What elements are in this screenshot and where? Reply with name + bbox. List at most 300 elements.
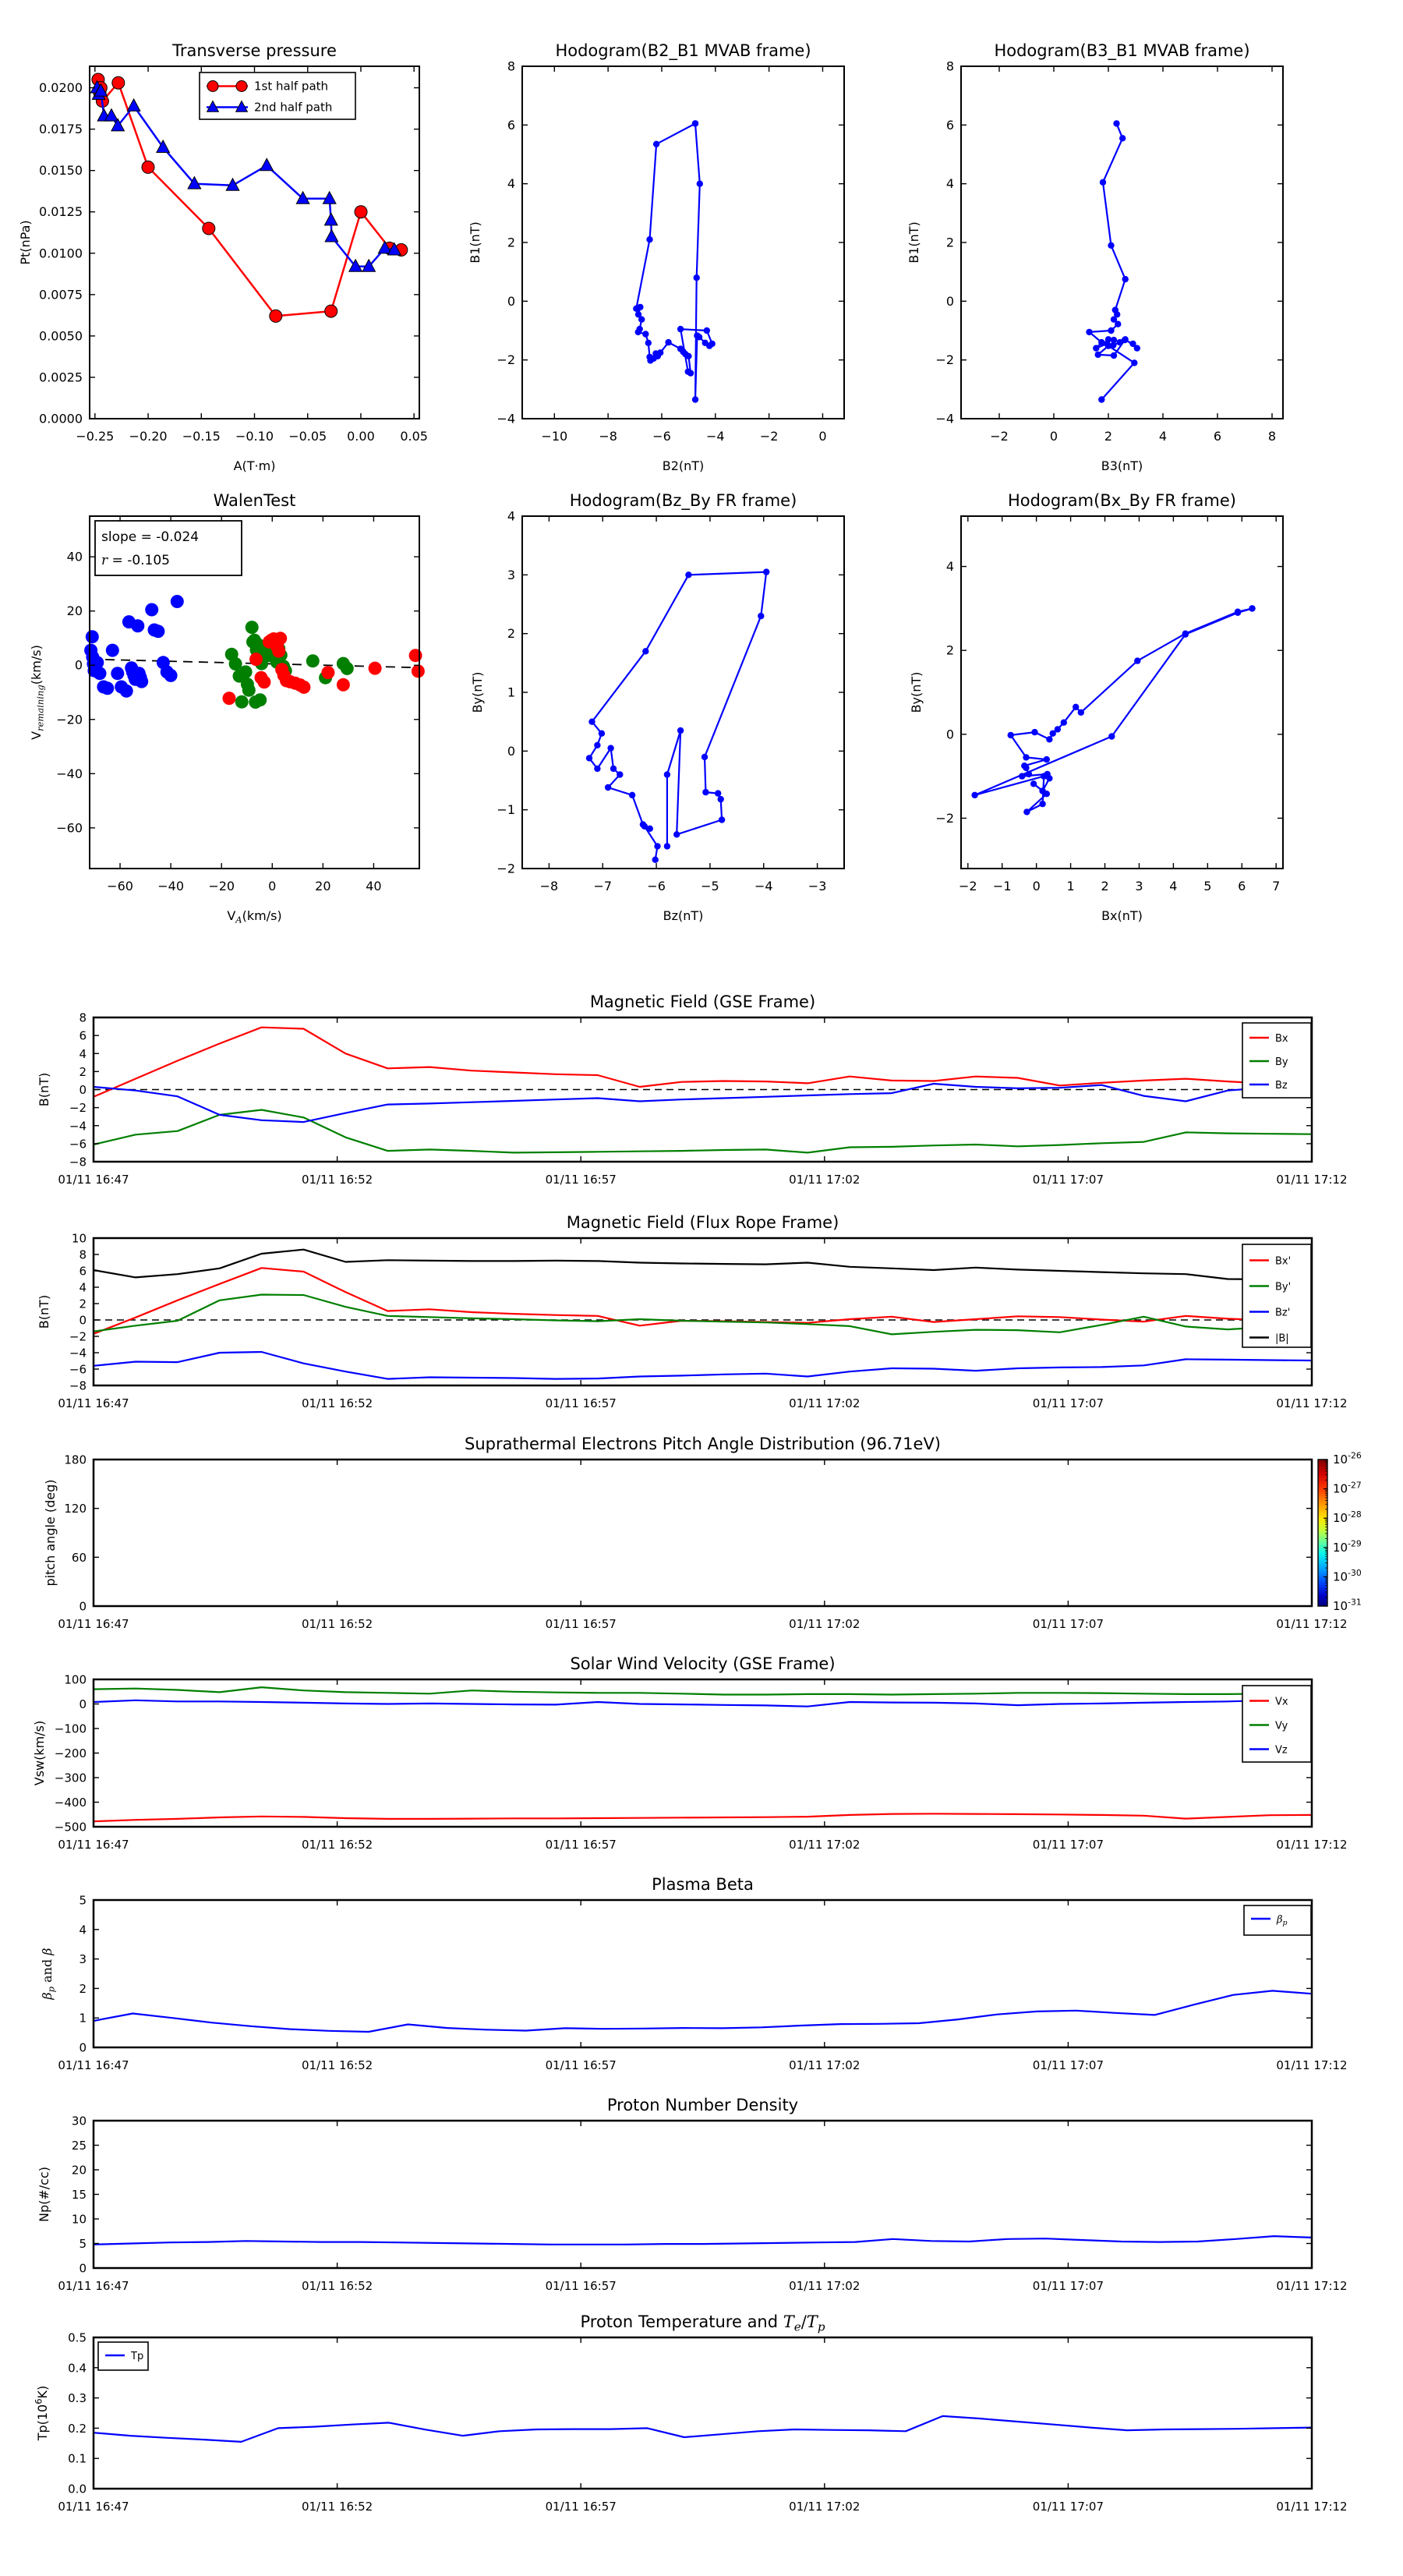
marker — [694, 332, 700, 338]
x-tick-label: 01/11 16:52 — [301, 1396, 373, 1410]
x-tick-label: 01/11 17:12 — [1276, 2058, 1348, 2072]
x-tick-label: 2 — [1101, 879, 1109, 893]
marker — [654, 843, 660, 849]
y-tick-label: 40 — [66, 549, 83, 564]
scatter-point-2nd-half — [164, 669, 178, 682]
scatter-point-1st-half — [369, 662, 382, 675]
triangle-marker — [324, 213, 337, 225]
y-tick-label: 0.0075 — [39, 287, 83, 303]
scatter-point-2nd-half — [135, 675, 148, 688]
y-tick-label: 1 — [79, 2011, 87, 2026]
colorbar-tick-label: $10^{-31}$ — [1333, 1597, 1362, 1613]
x-tick-label: 0 — [1032, 879, 1041, 893]
y-tick-label: −2 — [497, 352, 515, 368]
y-tick-label: 0 — [79, 2040, 87, 2055]
y-axis-label: B1(nT) — [906, 221, 921, 264]
scatter-point-mid-path — [242, 684, 256, 697]
marker — [702, 340, 709, 346]
y-tick-label: 0.2 — [68, 2421, 87, 2436]
x-tick-label: −5 — [701, 879, 719, 893]
x-tick-label: 01/11 17:07 — [1032, 1396, 1104, 1410]
x-axis-label: B2(nT) — [662, 458, 705, 473]
axes-frame — [94, 1900, 1312, 2047]
y-tick-label: 0.0125 — [39, 204, 83, 220]
axes-frame — [94, 1238, 1312, 1385]
y-axis-label: By(nT) — [470, 671, 485, 713]
y-axis-label: Vsw(km/s) — [32, 1720, 47, 1786]
scatter-point-mid-path — [341, 662, 354, 675]
y-axis-label: B(nT) — [37, 1294, 51, 1329]
scatter-point-mid-path — [253, 693, 267, 706]
y-tick-label: −400 — [54, 1796, 87, 1810]
panel-magnetic-field-flux-rope — [37, 1213, 1348, 1410]
marker — [1108, 733, 1115, 739]
x-tick-label: 2 — [1104, 429, 1113, 444]
marker — [646, 236, 652, 242]
marker — [1113, 120, 1119, 126]
panel-hodogram-b2-b1 — [468, 41, 844, 473]
marker — [599, 731, 605, 737]
y-tick-label: 0 — [74, 657, 83, 673]
y-tick-label: −8 — [69, 1155, 87, 1169]
y-tick-label: 10 — [71, 1231, 87, 1246]
marker — [607, 745, 613, 751]
y-tick-label: −60 — [56, 820, 83, 836]
scatter-point-2nd-half — [101, 681, 114, 695]
panel-pitch-angle-distribution — [43, 1435, 1362, 1631]
y-axis-label: B(nT) — [37, 1072, 51, 1107]
x-tick-label: 01/11 16:52 — [301, 1838, 373, 1852]
y-tick-label: −4 — [69, 1119, 87, 1134]
x-tick-label: 01/11 17:07 — [1032, 1173, 1104, 1187]
series-By' — [94, 1295, 1312, 1335]
x-axis-label: Bx(nT) — [1101, 908, 1143, 923]
marker — [1023, 765, 1029, 771]
y-tick-label: −4 — [69, 1346, 87, 1361]
series-Np — [94, 2236, 1312, 2245]
marker — [142, 161, 154, 173]
x-tick-label: 01/11 16:52 — [301, 1617, 373, 1631]
y-tick-label: −2 — [69, 1101, 87, 1116]
colorbar — [1318, 1460, 1327, 1606]
legend-label: 1st half path — [254, 79, 329, 94]
x-tick-label: −6 — [647, 879, 666, 893]
x-tick-label: −1 — [992, 879, 1012, 893]
y-tick-label: 0 — [507, 743, 515, 759]
x-tick-label: 01/11 16:52 — [301, 2500, 373, 2514]
marker — [1044, 756, 1050, 763]
y-tick-label: 0.0175 — [39, 122, 83, 137]
panel-title: Suprathermal Electrons Pitch Angle Distribution (96.71eV) — [465, 1435, 941, 1453]
panel-hodogram-bx-by — [909, 491, 1283, 923]
y-tick-label: 0.0 — [68, 2482, 87, 2496]
marker — [355, 206, 367, 218]
x-tick-label: 20 — [315, 879, 331, 893]
marker — [1098, 339, 1104, 345]
legend-label: Bz' — [1275, 1307, 1291, 1319]
x-tick-label: −10 — [541, 429, 568, 444]
x-tick-label: 01/11 16:47 — [58, 2279, 129, 2293]
legend-label: By — [1275, 1056, 1288, 1068]
y-axis-label: B1(nT) — [468, 221, 482, 264]
panel-walen-test — [29, 491, 425, 925]
y-tick-label: 0.0050 — [39, 328, 83, 344]
marker — [1078, 709, 1084, 716]
annotation-line: r = -0.105 — [101, 553, 170, 568]
legend-label: Bx — [1275, 1033, 1288, 1045]
marker — [270, 310, 282, 322]
marker — [1050, 731, 1056, 737]
marker — [1008, 732, 1014, 738]
colorbar-tick-label: $10^{-27}$ — [1333, 1480, 1362, 1496]
panel-proton-number-density — [37, 2096, 1348, 2293]
x-tick-label: −8 — [599, 429, 617, 444]
x-tick-label: 01/11 16:47 — [58, 2500, 129, 2514]
series-hodogram — [589, 572, 766, 860]
series-|B| — [94, 1250, 1312, 1279]
y-axis-label: $Tp(10^6K)$ — [33, 2385, 50, 2441]
y-tick-label: −20 — [56, 712, 83, 727]
x-tick-label: −7 — [593, 879, 613, 893]
marker — [677, 326, 684, 332]
marker — [1122, 276, 1129, 282]
legend-label: Bx' — [1275, 1255, 1292, 1268]
scatter-point-2nd-half — [120, 685, 133, 698]
x-axis-label: A(T·m) — [233, 458, 276, 473]
marker — [1100, 179, 1106, 186]
y-tick-label: −8 — [69, 1378, 87, 1393]
colorbar-tick-label: $10^{-26}$ — [1333, 1450, 1362, 1467]
y-tick-label: 15 — [71, 2188, 87, 2202]
scatter-point-mid-path — [235, 695, 249, 709]
panel-hodogram-bz-by — [470, 491, 844, 923]
x-axis-label: Bz(nT) — [663, 908, 704, 923]
y-tick-label: 0.3 — [68, 2391, 87, 2406]
marker — [588, 719, 595, 725]
marker — [652, 857, 659, 863]
x-tick-label: 01/11 17:02 — [789, 1617, 861, 1631]
x-tick-label: 6 — [1238, 879, 1246, 893]
y-tick-label: 0.0100 — [39, 246, 83, 261]
scatter-point-1st-half — [337, 678, 350, 692]
series-Bx — [94, 1028, 1312, 1097]
panel-title: Solar Wind Velocity (GSE Frame) — [570, 1654, 836, 1673]
axes-frame — [94, 2337, 1312, 2489]
x-tick-label: 01/11 16:57 — [545, 2500, 617, 2514]
marker — [758, 613, 764, 619]
y-tick-label: 0 — [945, 727, 954, 742]
x-axis-label: $V_A(km/s)$ — [227, 908, 282, 925]
x-tick-label: 7 — [1272, 879, 1281, 893]
marker — [1131, 359, 1137, 366]
marker — [1041, 773, 1047, 779]
y-tick-label: 2 — [79, 1981, 87, 1996]
y-tick-label: 4 — [507, 508, 515, 524]
x-tick-label: −0.05 — [288, 429, 327, 444]
marker — [1031, 729, 1037, 735]
panel-plasma-beta — [40, 1875, 1348, 2072]
x-tick-label: −20 — [208, 879, 235, 893]
marker — [635, 329, 641, 335]
marker — [1039, 801, 1045, 807]
y-tick-label: 2 — [79, 1297, 87, 1311]
y-axis-label: $\beta_p$ and β — [40, 1948, 57, 2000]
y-tick-label: 20 — [66, 603, 83, 619]
y-tick-label: 2 — [79, 1064, 87, 1079]
y-tick-label: 0.1 — [68, 2451, 87, 2466]
x-tick-label: 01/11 17:12 — [1276, 1396, 1348, 1410]
scatter-point-1st-half — [274, 632, 287, 645]
marker — [1086, 329, 1092, 335]
scatter-point-2nd-half — [106, 644, 119, 657]
scatter-point-2nd-half — [94, 667, 107, 680]
y-tick-label: 4 — [79, 1923, 87, 1937]
marker — [1098, 396, 1104, 402]
panel-title: Proton Temperature and $T_e/T_p$ — [580, 2312, 825, 2334]
x-tick-label: 0.00 — [347, 429, 375, 444]
panel-magnetic-field-gse — [37, 993, 1348, 1187]
panel-proton-temperature — [33, 2312, 1347, 2514]
y-axis-label: Np(#/cc) — [37, 2167, 51, 2222]
panel-title: Magnetic Field (Flux Rope Frame) — [566, 1213, 839, 1232]
marker — [694, 274, 700, 281]
scatter-point-1st-half — [257, 675, 270, 688]
colorbar-tick-label: $10^{-29}$ — [1333, 1538, 1362, 1555]
x-tick-label: 3 — [1135, 879, 1143, 893]
marker — [1108, 242, 1114, 249]
y-tick-label: −2 — [69, 1329, 87, 1344]
marker — [594, 766, 600, 772]
y-tick-label: 6 — [945, 117, 954, 133]
legend-label: Bz — [1275, 1080, 1288, 1092]
scatter-point-2nd-half — [131, 619, 144, 632]
marker — [1046, 736, 1052, 742]
scatter-point-1st-half — [223, 692, 236, 705]
x-tick-label: 01/11 17:02 — [789, 1173, 861, 1187]
y-tick-label: −6 — [69, 1362, 87, 1377]
x-tick-label: 01/11 17:12 — [1276, 2279, 1348, 2293]
marker — [605, 784, 611, 791]
marker — [1061, 720, 1067, 726]
x-tick-label: 01/11 17:07 — [1032, 1838, 1104, 1852]
marker — [664, 771, 670, 777]
marker — [685, 353, 691, 359]
y-tick-label: 2 — [507, 626, 515, 642]
x-tick-label: 01/11 16:52 — [301, 1173, 373, 1187]
marker — [685, 571, 691, 578]
y-tick-label: 2 — [945, 235, 954, 250]
x-tick-label: 01/11 16:57 — [545, 1396, 617, 1410]
marker — [653, 141, 659, 147]
marker — [692, 396, 698, 402]
y-tick-label: −4 — [935, 411, 954, 426]
y-axis-label: pitch angle (deg) — [43, 1479, 58, 1587]
colorbar-tick-label: $10^{-30}$ — [1333, 1568, 1362, 1584]
y-tick-label: 3 — [507, 567, 515, 582]
x-tick-label: −40 — [157, 879, 185, 893]
axes-frame — [522, 516, 844, 869]
series-hodogram — [975, 608, 1253, 812]
x-tick-label: 01/11 17:07 — [1032, 2058, 1104, 2072]
marker — [1235, 610, 1241, 616]
x-tick-label: −0.10 — [235, 429, 274, 444]
x-tick-label: −2 — [958, 879, 977, 893]
y-tick-label: 4 — [79, 1046, 87, 1061]
axes-frame — [961, 66, 1283, 419]
x-tick-label: 8 — [1267, 429, 1277, 444]
x-tick-label: 01/11 17:02 — [789, 2279, 861, 2293]
y-tick-label: 8 — [507, 58, 515, 74]
legend-label: |B| — [1275, 1332, 1289, 1345]
y-tick-label: 5 — [79, 2237, 87, 2251]
marker — [637, 304, 643, 310]
marker — [642, 331, 648, 337]
panel-solar-wind-velocity — [32, 1654, 1348, 1852]
x-tick-label: 01/11 16:47 — [58, 1173, 129, 1187]
marker — [1108, 327, 1114, 334]
panel-hodogram-b3-b1 — [906, 41, 1283, 473]
x-tick-label: 01/11 16:57 — [545, 1617, 617, 1631]
y-tick-label: −6 — [69, 1137, 87, 1152]
legend-label: By' — [1275, 1281, 1292, 1293]
marker — [704, 327, 710, 334]
x-tick-label: 01/11 17:07 — [1032, 2279, 1104, 2293]
marker — [640, 821, 646, 827]
legend-label: Vy — [1275, 1720, 1288, 1732]
marker — [763, 568, 769, 575]
y-tick-label: −4 — [497, 411, 515, 426]
x-tick-label: 6 — [1213, 429, 1222, 444]
series-Vx — [94, 1813, 1312, 1821]
y-tick-label: −500 — [54, 1820, 87, 1835]
y-tick-label: 0 — [79, 1083, 87, 1097]
scatter-point-mid-path — [246, 621, 259, 634]
x-tick-label: −0.20 — [129, 429, 168, 444]
series-Bz' — [94, 1352, 1312, 1379]
legend-label: Vz — [1275, 1744, 1288, 1757]
axes-frame — [961, 516, 1283, 869]
y-tick-label: 0 — [79, 2261, 87, 2276]
y-tick-label: 5 — [79, 1893, 87, 1908]
x-tick-label: 01/11 16:57 — [545, 2058, 617, 2072]
marker — [629, 792, 635, 798]
marker — [657, 349, 663, 356]
scatter-point-1st-half — [297, 681, 310, 694]
x-tick-label: −8 — [539, 879, 559, 893]
x-tick-label: −0.15 — [182, 429, 221, 444]
marker — [1249, 605, 1255, 611]
marker — [1134, 345, 1140, 351]
x-tick-label: 01/11 16:47 — [58, 1617, 129, 1631]
marker — [1111, 352, 1117, 359]
marker — [638, 317, 645, 323]
x-tick-label: 01/11 17:02 — [789, 2500, 861, 2514]
marker — [1182, 632, 1189, 638]
x-tick-label: 01/11 17:07 — [1032, 2500, 1104, 2514]
marker — [1023, 809, 1030, 815]
triangle-marker — [127, 99, 140, 111]
y-tick-label: 0 — [79, 1313, 87, 1328]
series-Vy — [94, 1687, 1312, 1694]
y-tick-label: 0.0150 — [39, 163, 83, 179]
marker — [1073, 704, 1079, 710]
x-tick-label: 01/11 16:47 — [58, 2058, 129, 2072]
marker — [673, 831, 680, 837]
panel-title: WalenTest — [213, 491, 296, 510]
axes-frame — [94, 2121, 1312, 2268]
panel-title: Magnetic Field (GSE Frame) — [589, 993, 816, 1011]
scatter-point-2nd-half — [111, 667, 124, 680]
marker — [1122, 336, 1129, 342]
x-tick-label: 01/11 16:52 — [301, 2279, 373, 2293]
scatter-point-1st-half — [249, 653, 263, 666]
y-tick-label: 0 — [79, 1599, 87, 1614]
scatter-point-1st-half — [272, 645, 285, 658]
y-tick-label: 3 — [79, 1952, 87, 1967]
scatter-point-2nd-half — [86, 630, 99, 643]
y-tick-label: 8 — [79, 1247, 87, 1262]
scatter-point-2nd-half — [145, 603, 158, 617]
triangle-marker — [325, 230, 338, 242]
marker — [1134, 657, 1140, 663]
series-By — [94, 1110, 1312, 1153]
scatter-point-2nd-half — [151, 625, 164, 638]
series-Bx' — [94, 1268, 1312, 1334]
marker — [685, 369, 691, 375]
y-tick-label: 120 — [64, 1502, 87, 1516]
scatter-point-1st-half — [409, 649, 422, 662]
panel-title: Hodogram(B3_B1 MVAB frame) — [994, 41, 1250, 60]
y-tick-label: −1 — [497, 802, 515, 818]
legend-label: $\beta_p$ — [1277, 1914, 1288, 1927]
x-tick-label: 01/11 17:12 — [1276, 1173, 1348, 1187]
x-tick-label: 01/11 16:57 — [545, 1173, 617, 1187]
x-tick-label: 4 — [1158, 429, 1168, 444]
scatter-point-1st-half — [321, 666, 334, 679]
x-tick-label: −60 — [107, 879, 133, 893]
marker — [1093, 345, 1099, 351]
marker — [1044, 791, 1050, 797]
y-tick-label: −2 — [935, 352, 954, 368]
y-tick-label: −300 — [54, 1771, 87, 1785]
marker — [647, 826, 653, 832]
triangle-marker — [323, 192, 336, 203]
x-tick-label: −2 — [759, 429, 779, 444]
x-tick-label: 0 — [268, 879, 277, 893]
y-tick-label: 6 — [79, 1028, 87, 1043]
marker — [203, 222, 215, 235]
marker — [1023, 754, 1029, 760]
legend-label: 2nd half path — [254, 100, 333, 115]
marker — [718, 796, 724, 802]
y-tick-label: 10 — [71, 2212, 87, 2227]
scatter-point-2nd-half — [171, 595, 184, 608]
x-tick-label: −6 — [652, 429, 671, 444]
marker — [665, 339, 671, 345]
scatter-point-mid-path — [239, 665, 253, 678]
legend-label: Tp — [131, 2351, 144, 2362]
y-tick-label: −100 — [54, 1721, 87, 1736]
marker — [586, 755, 592, 761]
marker — [702, 789, 709, 795]
marker — [677, 727, 684, 734]
series-Vz — [94, 1700, 1312, 1707]
legend-marker — [236, 81, 247, 92]
x-tick-label: 01/11 17:02 — [789, 2058, 861, 2072]
x-axis-label: B3(nT) — [1101, 458, 1143, 473]
x-tick-label: 4 — [1169, 879, 1178, 893]
y-tick-label: 0.5 — [68, 2330, 87, 2345]
